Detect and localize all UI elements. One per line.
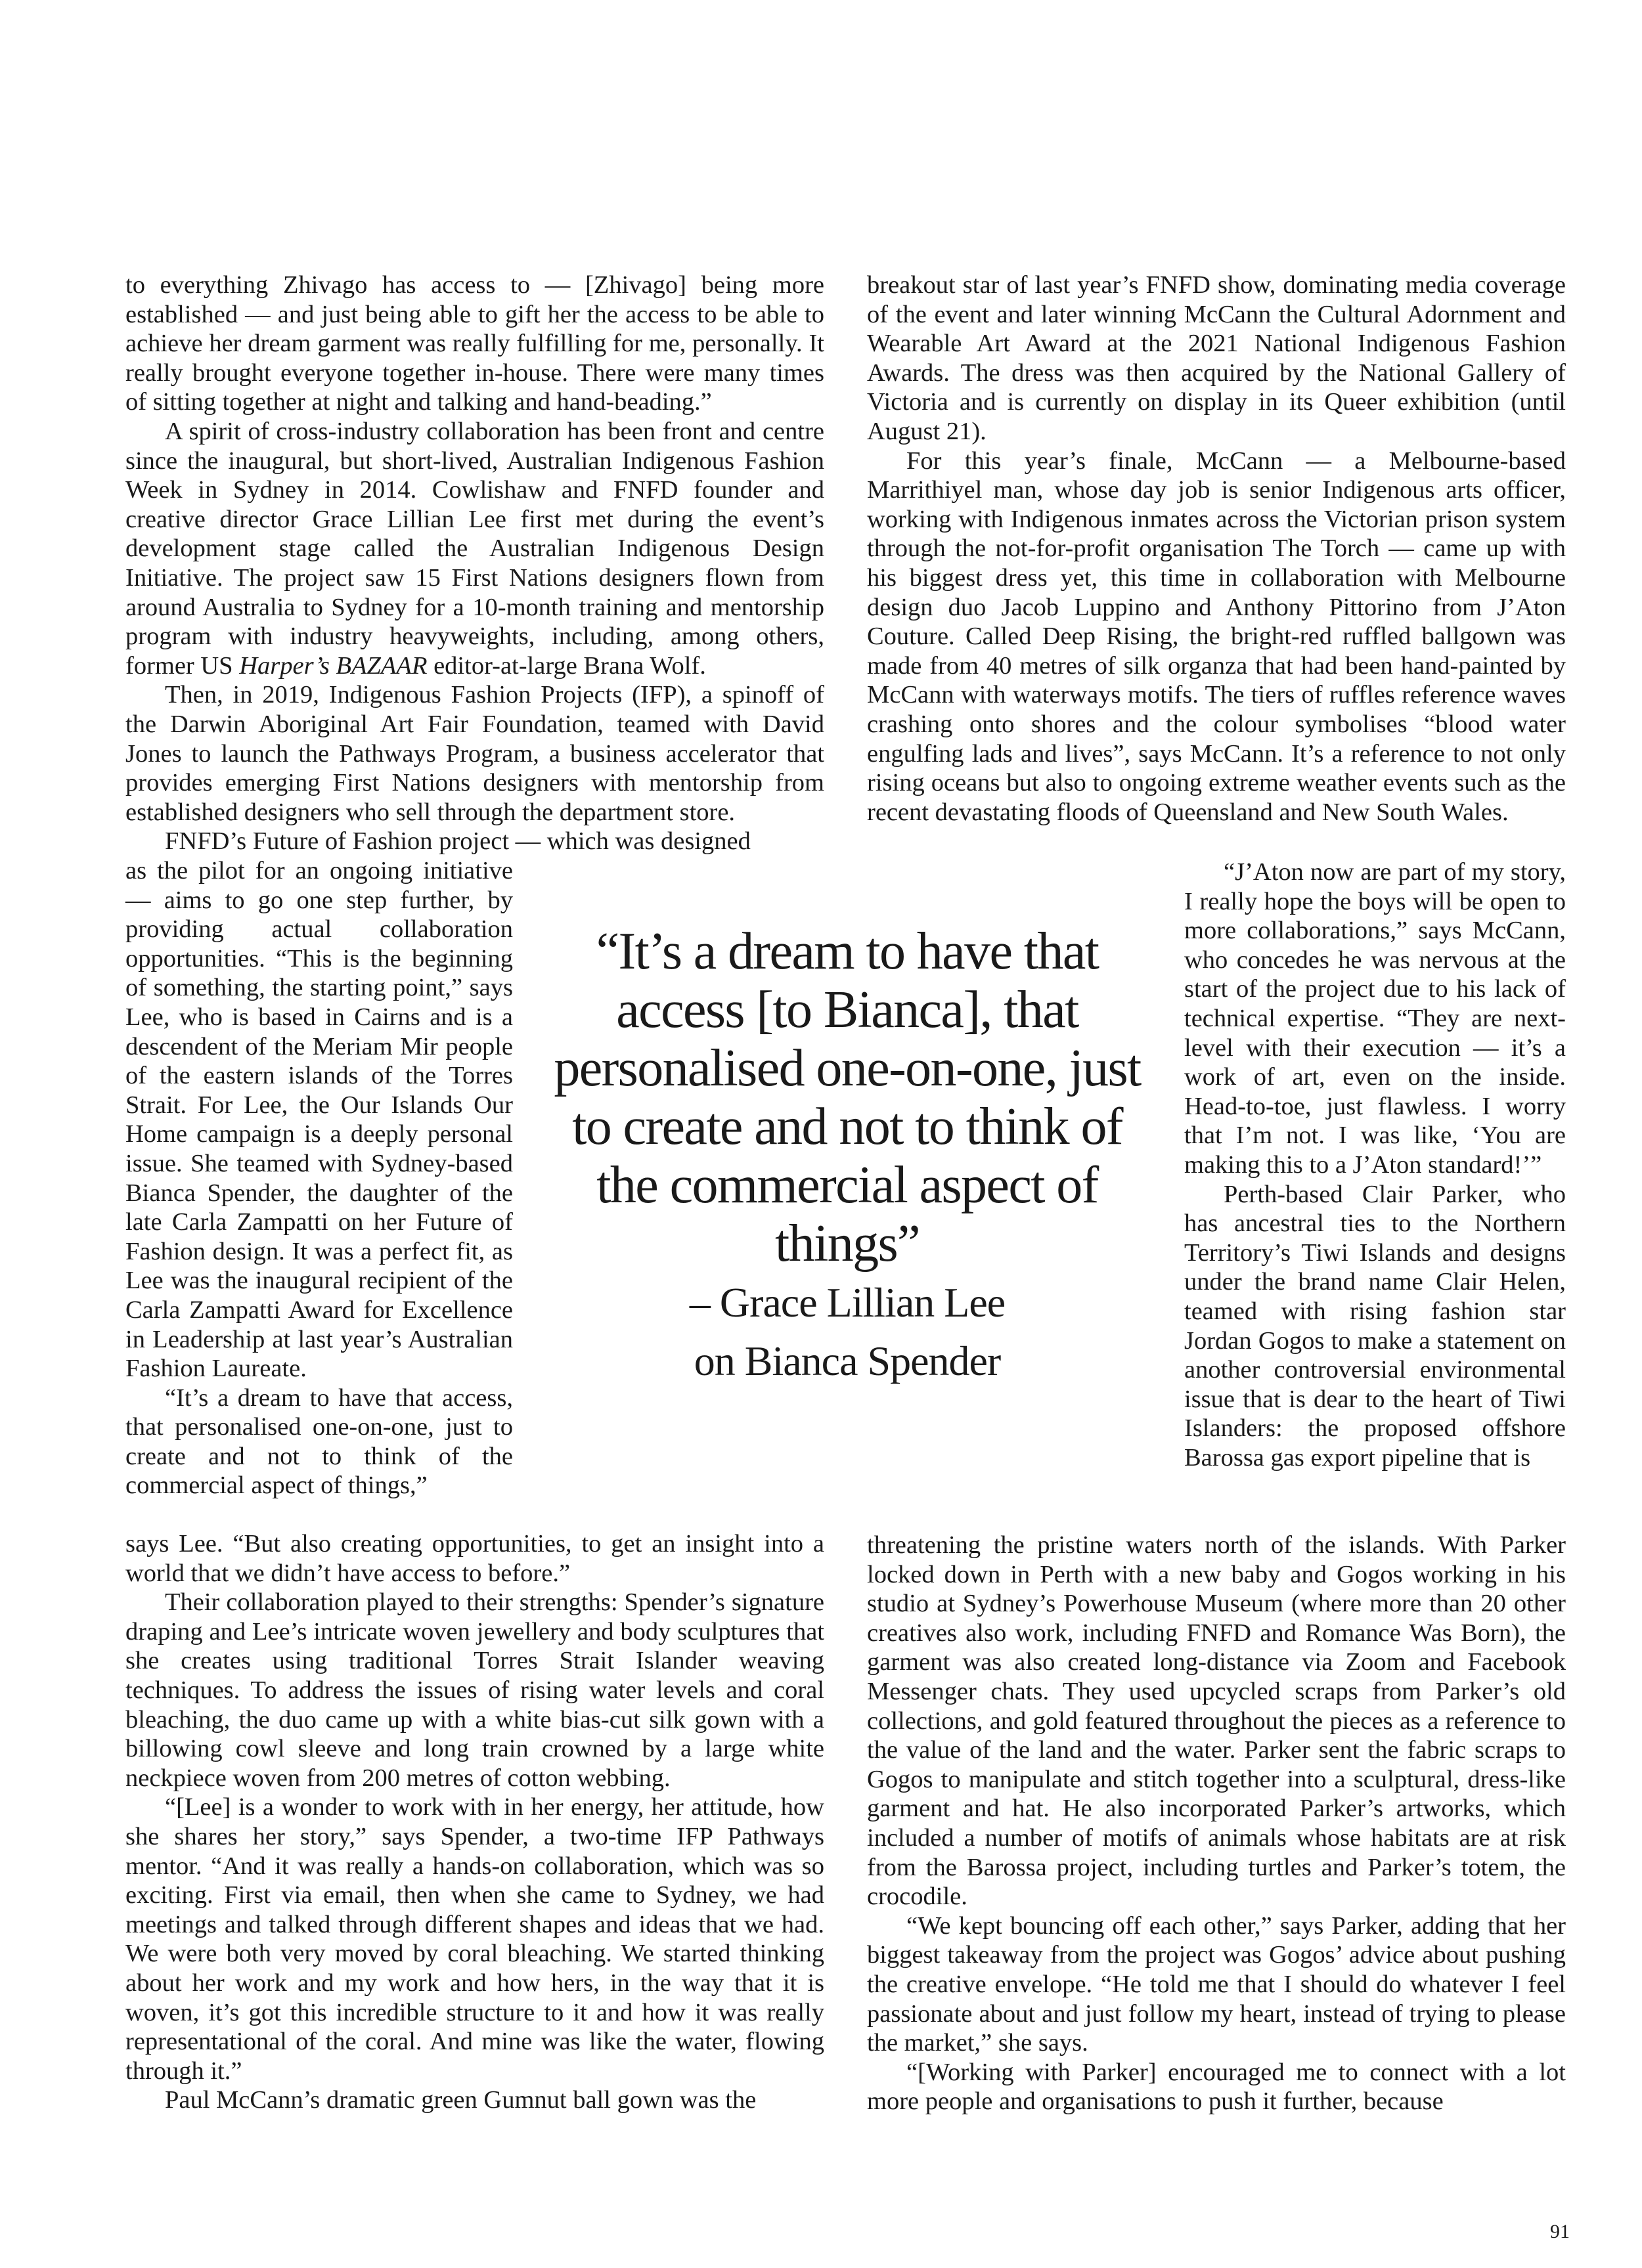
paragraph: breakout star of last year’s FNFD show, dominating media coverage of the event and later winning McCann the Cultural Adornment and Wearable Art Award at the 2021 National Indigenous Fashion Awards. The dress was then acquired by the National Gallery of Victoria and is currently on display in its Queer exhibition (until August 21). <box>867 271 1566 445</box>
left-column-wrap <box>125 856 513 1500</box>
left-column-top <box>125 271 824 856</box>
paragraph-text: editor-at-large Brana Wolf. <box>427 651 706 680</box>
paragraph: says Lee. “But also creating opportunities, to get an insight into a world that we didn’t have access to before.” <box>125 1530 824 1587</box>
right-column-top <box>867 271 1566 827</box>
paragraph: Perth-based Clair Parker, who has ancestral ties to the Northern Territory’s Tiwi Islands and designs under the brand name Clair Helen, teamed with rising fashion star Jordan Gogos to make a statement on another controversial environmental issue that is dear to the heart of Tiwi Islanders: the proposed offshore Barossa gas export pipeline that is <box>1184 1180 1566 1472</box>
paragraph: For this year’s finale, McCann — a Melbourne-based Marrithiyel man, whose day job is senior Indigenous arts officer, working with Indigenous inmates across the Victorian prison system through the not-for-profit organisation The Torch — came up with his biggest dress yet, this time in collaboration with Melbourne design duo Jacob Luppino and Anthony Pittorino from J’Aton Couture. Called Deep Rising, the bright-red ruffled ballgown was made from 40 metres of silk organza that had been hand-painted by McCann with waterways motifs. The tiers of ruffles reference waves crashing onto shores and the colour symbolises “blood water engulfing lads and lives”, says McCann. It’s a reference to not only rising oceans but also to ongoing extreme weather events such as the recent devastating floods of Queensland and New South Wales. <box>867 447 1566 826</box>
pull-quote-text: “It’s a dream to have that access [to Bianca], that personalised one-on-one, just to create and not to think of the commercial aspect of things” <box>554 923 1141 1273</box>
left-column-bottom <box>125 1529 824 2115</box>
paragraph-text: A spirit of cross-industry collaboration has been front and centre since the inaugural, but short-lived, Australian Indigenous Fashion Week in Sydney in 2014. Cowlishaw and FNFD founder and creative director Grace Lillian Lee first met during the event’s development stage called the Australian Indigenous Design Initiative. The project saw 15 First Nations designers flown from around Australia to Sydney for a 10-month training and mentorship program with industry heavyweights, including, among others, former US <box>125 417 824 680</box>
paragraph: “We kept bouncing off each other,” says Parker, adding that her biggest takeaway from the project was Gogos’ advice about pushing the creative envelope. “He told me that I should do whatever I feel passionate about and just follow my heart, instead of trying to please the market,” she says. <box>867 1911 1566 2057</box>
pull-quote-context: on Bianca Spender <box>694 1338 1001 1384</box>
paragraph: Their collaboration played to their strengths: Spender’s signature draping and Lee’s intricate woven jewellery and body sculptures that she creates using traditional Torres Strait Islander weaving techniques. To address the issues of rising water levels and coral bleaching, the duo came up with a white bias-cut silk gown with a billowing cowl sleeve and long train crowned by a large white neckpiece woven from 200 metres of cotton webbing. <box>125 1588 824 1792</box>
pull-quote <box>552 923 1143 1390</box>
pull-quote-attribution: – Grace Lillian Lee <box>689 1279 1006 1326</box>
paragraph: “J’Aton now are part of my story, I really hope the boys will be open to more collaborations,” says McCann, who concedes he was nervous at the start of the project due to his lack of technical expertise. “They are next-level with their execution — it’s a work of art, even on the inside. Head-to-toe, just flawless. I worry that I’m not. I was like, ‘You are making this to a J’Aton standard!’” <box>1184 858 1566 1179</box>
right-column-bottom <box>867 1531 1566 2116</box>
paragraph: Paul McCann’s dramatic green Gumnut ball gown was the <box>165 2086 757 2114</box>
publication-title: Harper’s BAZAAR <box>239 651 428 680</box>
paragraph: to everything Zhivago has access to — [Zhivago] being more established — and just being able to gift her the access to be able to achieve her dream garment was really fulfilling for me, personally. It really brought everyone together in-house. There were many times of sitting together at night and talking and hand-beading.” <box>125 271 824 416</box>
paragraph: Then, in 2019, Indigenous Fashion Projects (IFP), a spinoff of the Darwin Aboriginal Art Fair Foundation, teamed with David Jones to launch the Pathways Program, a business accelerator that provides emerging First Nations designers with mentorship from established designers who sell through the department store. <box>125 681 824 826</box>
paragraph: “It’s a dream to have that access, that personalised one-on-one, just to create and not to think of the commercial aspect of things,” <box>125 1384 513 1500</box>
paragraph: as the pilot for an ongoing initiative — aims to go one step further, by providing actual collaboration opportunities. “This is the beginning of something, the starting point,” says Lee, who is based in Cairns and is a descendent of the Meriam Mir people of the eastern islands of the Torres Strait. For Lee, the Our Islands Our Home campaign is a deeply personal issue. She teamed with Sydney-based Bianca Spender, the daughter of the late Carla Zampatti on her Future of Fashion design. It was a perfect fit, as Lee was the inaugural recipient of the Carla Zampatti Award for Excellence in Leadership at last year’s Australian Fashion Laureate. <box>125 857 513 1383</box>
paragraph: threatening the pristine waters north of the islands. With Parker locked down in Perth with a new baby and Gogos working in his studio at Sydney’s Powerhouse Museum (where more than 20 other creatives also work, including FNFD and Romance Was Born), the garment was also created long-distance via Zoom and Facebook Messenger chats. They used upcycled scraps from Parker’s old collections, and gold featured throughout the pieces as a reference to the value of the land and the water. Parker sent the fabric scraps to Gogos to manipulate and stitch together into a sculptural, dress-like garment and hat. He also incorporated Parker’s artworks, which included a number of motifs of animals whose habitats are at risk from the Barossa project, including turtles and Parker’s totem, the crocodile. <box>867 1531 1566 1911</box>
paragraph: “[Lee] is a wonder to work with in her energy, her attitude, how she shares her story,” says Spender, a two-time IFP Pathways mentor. “And it was really a hands-on collaboration, which was so exciting. First via email, then when she came to Sydney, we had meetings and talked through different shapes and ideas that we had. We were both very moved by coral bleaching. We started thinking about her work and my work and how hers, in the way that it is woven, it’s got this incredible structure to it and how it was really representational of the coral. And mine was like the water, flowing through it.” <box>125 1793 824 2085</box>
page-number: 91 <box>1550 2221 1570 2242</box>
paragraph: FNFD’s Future of Fashion project — which was designed <box>165 827 751 856</box>
paragraph: “[Working with Parker] encouraged me to connect with a lot more people and organisations to push it further, because <box>867 2058 1566 2116</box>
right-column-wrap <box>1184 858 1566 1472</box>
paragraph <box>125 417 824 680</box>
